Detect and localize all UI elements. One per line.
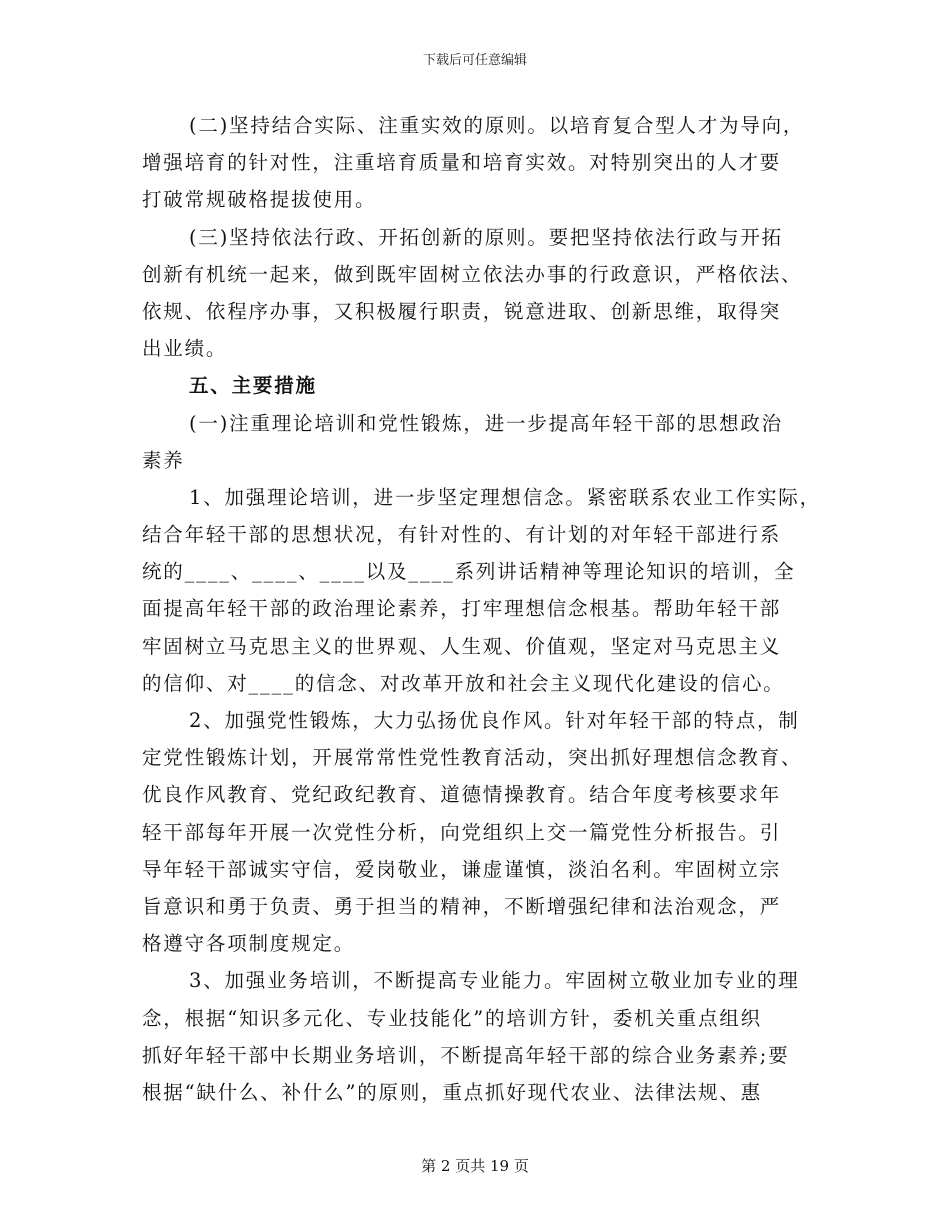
paragraph-line: 创新有机统一起来，做到既牢固树立依法办事的行政意识，严格依法、 (142, 262, 803, 286)
paragraph-line: 1、加强理论培训，进一步坚定理想信念。紧密联系农业工作实际， (189, 485, 821, 509)
page-number-footer: 第 2 页共 19 页 (421, 1157, 529, 1175)
paragraph-line: 格遵守各项制度规定。 (142, 932, 356, 956)
paragraph-line: 牢固树立马克思主义的世界观、人生观、价值观，坚定对马克思主义 (142, 634, 782, 658)
paragraph-line: 3、加强业务培训，不断提高专业能力。牢固树立敬业加专业的理 (189, 969, 800, 993)
paragraph-line: (三)坚持依法行政、开拓创新的原则。要把坚持依法行政与开拓 (189, 225, 783, 249)
page-header-note: 下载后可任意编辑 (422, 53, 527, 68)
paragraph-line: 2、加强党性锻炼，大力弘扬优良作风。针对年轻干部的特点，制 (189, 709, 800, 732)
paragraph-line: 统的____、____、____以及____系列讲话精神等理论知识的培训，全 (142, 560, 796, 584)
paragraph-line: 出业绩。 (142, 337, 228, 361)
paragraph-line: 素养 (142, 448, 185, 472)
document-body (142, 107, 821, 1111)
paragraph-line: 优良作风教育、党纪政纪教育、道德情操教育。结合年度考核要求年 (142, 783, 782, 807)
paragraph-line: 打破常规破格提拔使用。 (142, 188, 377, 212)
paragraph-line: 结合年轻干部的思想状况，有针对性的、有计划的对年轻干部进行系 (142, 523, 782, 547)
paragraph-line: 导年轻干部诚实守信，爱岗敬业，谦虚谨慎，淡泊名利。牢固树立宗 (142, 857, 782, 881)
paragraph-line: 的信仰、对____的信念、对改革开放和社会主义现代化建设的信心。 (142, 671, 785, 695)
paragraph-line: 面提高年轻干部的政治理论素养，打牢理想信念根基。帮助年轻干部 (142, 597, 782, 621)
paragraph-line: 依规、依程序办事，又积极履行职责，锐意进取、创新思维，取得突 (142, 299, 782, 323)
section-heading: 五、主要措施 (189, 374, 317, 398)
paragraph-line: 定党性锻炼计划，开展常常性党性教育活动，突出抓好理想信念教育、 (142, 746, 803, 770)
paragraph-line: 轻干部每年开展一次党性分析，向党组织上交一篇党性分析报告。引 (142, 820, 782, 844)
paragraph-line: 根据“缺什么、补什么”的原则，重点抓好现代农业、法律法规、惠 (142, 1080, 762, 1104)
paragraph-line: (一)注重理论培训和党性锻炼，进一步提高年轻干部的思想政治 (189, 411, 783, 435)
paragraph-line: 念，根据“知识多元化、专业技能化”的培训方针，委机关重点组织 (142, 1006, 762, 1030)
paragraph-line: 旨意识和勇于负责、勇于担当的精神，不断增强纪律和法治观念，严 (142, 894, 782, 918)
paragraph-line: (二)坚持结合实际、注重实效的原则。以培育复合型人才为导向， (189, 114, 805, 137)
paragraph-line: 增强培育的针对性，注重培育质量和培育实效。对特别突出的人才要 (142, 151, 782, 175)
paragraph-line: 抓好年轻干部中长期业务培训，不断提高年轻干部的综合业务素养;要 (142, 1043, 790, 1067)
